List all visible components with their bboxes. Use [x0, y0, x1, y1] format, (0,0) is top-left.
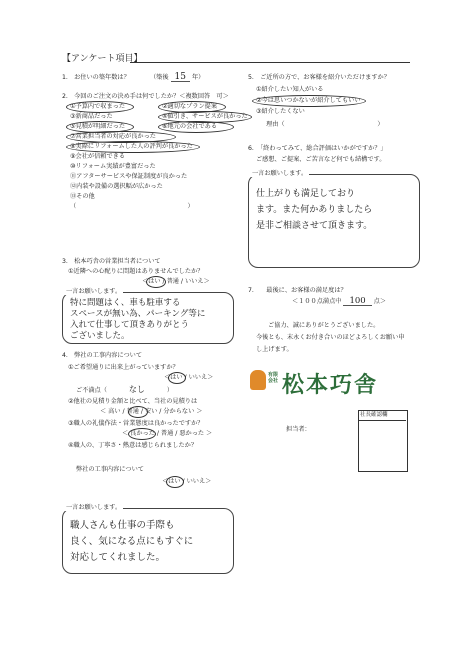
selection-circle: [128, 406, 148, 418]
q6-comment-label: 一言お願いします。: [252, 170, 308, 177]
comment-line: スペースが無い為、パーキング等に: [70, 309, 206, 319]
q2-option: ⑫内装や設備の選択幅が広かった: [70, 183, 163, 190]
q2-option: ③新商品だった: [70, 113, 113, 120]
q2-option: ④値引き、サービスが良かった: [162, 113, 248, 120]
q2-row: [70, 173, 250, 183]
comment-line: 是非ご相談させて頂きます。: [256, 221, 373, 231]
q4-item-1: ①ご希望通りに出来上がっていますか？: [68, 364, 179, 371]
q4-item-2: ②他社の見積り金額と比べて、当社の見積りは: [68, 398, 198, 405]
selection-circle: [66, 101, 134, 113]
q5-option: ①紹介したい知人がいる: [256, 86, 324, 93]
q4-item-3-answer: ＜ 良かった / 普通 / 悪かった ＞: [122, 430, 213, 437]
selection-circle: [166, 476, 184, 488]
q2-row: [70, 153, 250, 163]
q4-item-2-answer: ＜ 高い / 普通 / 安い / 分からない ＞: [100, 408, 203, 415]
q4-comment: [70, 518, 193, 566]
q5-option: ③紹介したくない: [256, 108, 305, 115]
selection-circle: [66, 141, 200, 153]
q6-comment: [256, 186, 372, 234]
company-type-label: 有限会社: [268, 372, 279, 384]
comment-line: 仕上がりも満足しており: [256, 189, 356, 199]
q1-label: 1. お住いの築年数は？: [62, 74, 130, 81]
comment-line: ます。また何かありましたら: [256, 205, 373, 215]
q7-scale-prefix: ＜１００点満点中: [292, 298, 342, 305]
q3-comment-label: 一言お願いします。: [66, 288, 122, 295]
q2-row: [70, 183, 250, 193]
thanks-line: ご協力、誠にありがとうございました。: [268, 322, 380, 329]
q2-other-paren: （ ）: [70, 203, 194, 210]
q4-complaint-close: ）: [166, 387, 174, 394]
q5-option: ②今は思いつかないが紹介してもいい: [256, 97, 361, 104]
selection-circle: [146, 276, 166, 288]
q2-option: ①予算内で収まった: [70, 103, 126, 110]
q4-item-4-answer: ＜はい / いいえ＞: [162, 478, 212, 485]
q4-title: 4. 弊社の工事内容について: [62, 352, 143, 359]
q2-option: ②適切なプラン提案: [162, 103, 218, 110]
q7-score-value: 100: [343, 298, 371, 306]
q2-label: 2. 今回のご注文の決め手は何でしたか？＜複数回答 可＞: [62, 93, 229, 100]
q3-sub: ①近隣への心配りに問題はありませんでしたか？: [68, 268, 204, 275]
selection-circle: [168, 372, 186, 384]
comment-line: 対応してくれました。: [70, 552, 166, 563]
q4-item-4: ④職人の、丁寧さ・熱意は感じられましたか？: [68, 442, 198, 449]
approval-stamp-label: 社長確認欄: [360, 412, 388, 418]
company-name: 松本巧舎: [282, 372, 379, 398]
q4-complaint-label: ご不満点（: [76, 387, 107, 394]
comment-line: 入れて仕事して頂きありがとう: [70, 320, 190, 330]
comment-line: 特に問題はく、車も駐車する: [70, 298, 181, 308]
q2-option: ⑧実際にリフォームした人の評判が良かった: [70, 143, 193, 150]
q2-option: ⑨会社が信頼できる: [70, 153, 126, 160]
q1-years-value: 15: [171, 74, 190, 82]
q2-option: ⑦営業担当者の対応が良かった: [70, 133, 156, 140]
comment-line: 良く、気になる点にもすぐに: [70, 536, 194, 547]
company-logo-icon: [250, 370, 266, 390]
q3-title: 3. 松本巧舎の営業担当者について: [62, 258, 161, 265]
q6-title: 6. 「終わってみて、総合評価はいかがですか？」: [248, 145, 387, 152]
q2-row: [70, 193, 250, 203]
page-title: 【アンケート項目】: [62, 54, 143, 64]
q2-option: ⑥地元の会社である: [162, 123, 218, 130]
thanks-line: し上げます。: [256, 346, 293, 353]
q2-option: ⑩リフォーム実績が豊富だった: [70, 163, 156, 170]
q7-title: 7. 最後に、お客様の満足度は？: [248, 287, 347, 294]
q2-option: ⑪アフターサービスや保証制度が良かった: [70, 173, 188, 180]
q3-answer: ＜はい / 普通 / いいえ＞: [142, 278, 210, 285]
q4-item-1-answer: ＜はい / いいえ＞: [164, 374, 214, 381]
q2-option: ⑬その他: [70, 193, 95, 200]
q4-complaint-value: なし: [128, 385, 145, 394]
q2-row: [70, 163, 250, 173]
selection-circle: [252, 95, 366, 107]
q4-comment-label: 一言お願いします。: [66, 504, 122, 511]
q7-scale: [292, 298, 386, 306]
q1-prefix: （築後: [150, 74, 169, 81]
thanks-line: 今後とも、末永くお付き合いのほどよろしくお願い申: [256, 334, 405, 341]
q7-scale-suffix: 点＞: [373, 298, 387, 305]
selection-circle: [128, 428, 156, 440]
q1-suffix: 年）: [191, 74, 205, 81]
selection-circle: [158, 121, 234, 133]
q5-title: 5. ご近所の方で、お客様を紹介いただけますか？: [248, 74, 390, 81]
staff-label: 担当者：: [286, 426, 311, 433]
q2-option: ⑤見積が明細だった: [70, 123, 126, 130]
comment-line: 職人さんも仕事の手際も: [70, 520, 175, 531]
title-rule: [130, 62, 410, 63]
q1-answer: [150, 74, 204, 82]
q3-comment: [70, 298, 205, 342]
q4-item-3: ③職人の礼儀作法・営業態度は良かったですか？: [68, 420, 204, 427]
comment-line: ございました。: [70, 331, 130, 341]
q4-sub2: 弊社の工事内容について: [76, 466, 144, 473]
q5-reason: 理由（ ）: [266, 121, 384, 128]
q6-sub: ご感想、ご提案、ご苦言など何でも結構です。: [256, 156, 386, 163]
q4-complaint: [76, 386, 173, 394]
